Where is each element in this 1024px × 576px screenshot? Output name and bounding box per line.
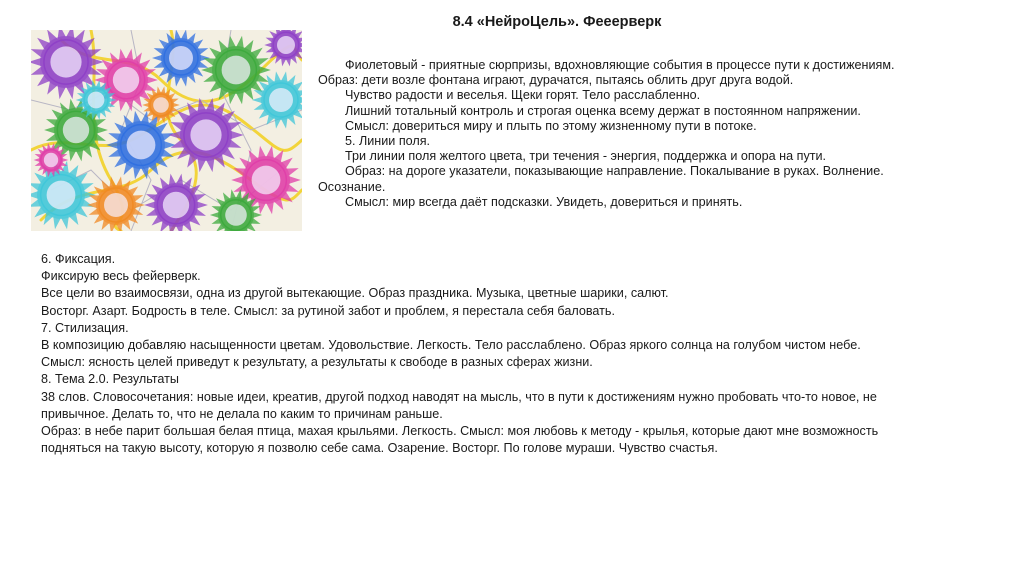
upper-text-line: Образ: на дороге указатели, показывающие направление. Покалывание в руках. Волнение.	[345, 164, 884, 179]
upper-text-block	[318, 58, 1008, 210]
painting-image	[31, 30, 302, 231]
lower-text-line: подняться на такую высоту, которую я позволю себе сама. Озарение. Восторг. По голове мураши. Чувство счастья.	[41, 441, 718, 456]
upper-text-line: Лишний тотальный контроль и строгая оценка всему держат в постоянном напряжении.	[345, 103, 861, 118]
lower-text-line: 8. Тема 2.0. Результаты	[41, 372, 179, 387]
slide-title: 8.4 «НейроЦель». Фееерверк	[452, 14, 662, 30]
lower-text-line: Смысл: ясность целей приведут к результату, а результаты к свободе в разных сферах жизни.	[41, 355, 593, 370]
lower-text-line: 38 слов. Словосочетания: новые идеи, креатив, другой подход наводят на мысль, что в пути к достижениям нужно пробовать что-то новое, не	[41, 389, 877, 404]
upper-text-line: Смысл: довериться миру и плыть по этому жизненному пути в потоке.	[345, 118, 757, 133]
lower-text-line: Образ: в небе парит большая белая птица, махая крыльями. Легкость. Смысл: моя любовь к методу - крылья, которые дают мне возможность	[41, 424, 879, 439]
upper-text-line: 5. Линии поля.	[345, 134, 431, 149]
lower-text-line: привычное. Делать то, что не делала по каким то причинам раньше.	[41, 406, 443, 421]
upper-text-line: Фиолетовый - приятные сюрпризы, вдохновляющие события в процессе пути к достижениям.	[345, 58, 895, 72]
lower-text-line: 7. Стилизация.	[41, 320, 129, 335]
upper-text-line: Чувство радости и веселья. Щеки горят. Тело расслабленно.	[345, 88, 701, 103]
lower-text-line: Все цели во взаимосвязи, одна из другой вытекающие. Образ праздника. Музыка, цветные шарики, салют.	[41, 286, 669, 301]
upper-text-line: Осознание.	[318, 179, 386, 194]
upper-text-line: Три линии поля желтого цвета, три течения - энергия, поддержка и опора на пути.	[345, 149, 827, 164]
lower-text-line: 6. Фиксация.	[41, 252, 116, 266]
lower-text-line: Фиксирую весь фейерверк.	[41, 269, 201, 284]
upper-text-line: Смысл: мир всегда даёт подсказки. Увидеть, довериться и принять.	[345, 194, 743, 209]
painting-canvas	[31, 30, 302, 231]
lower-text-line: Восторг. Азарт. Бодрость в теле. Смысл: за рутиной забот и проблем, я перестала себя баловать.	[41, 303, 615, 318]
lower-text-block	[41, 251, 991, 457]
upper-text-line: Образ: дети возле фонтана играют, дурачатся, пытаясь облить друг друга водой.	[318, 73, 794, 88]
lower-text-line: В композицию добавляю насыщенности цветам. Удовольствие. Легкость. Тело расслаблено. Образ яркого солнца на голубом чистом небе.	[41, 338, 861, 353]
